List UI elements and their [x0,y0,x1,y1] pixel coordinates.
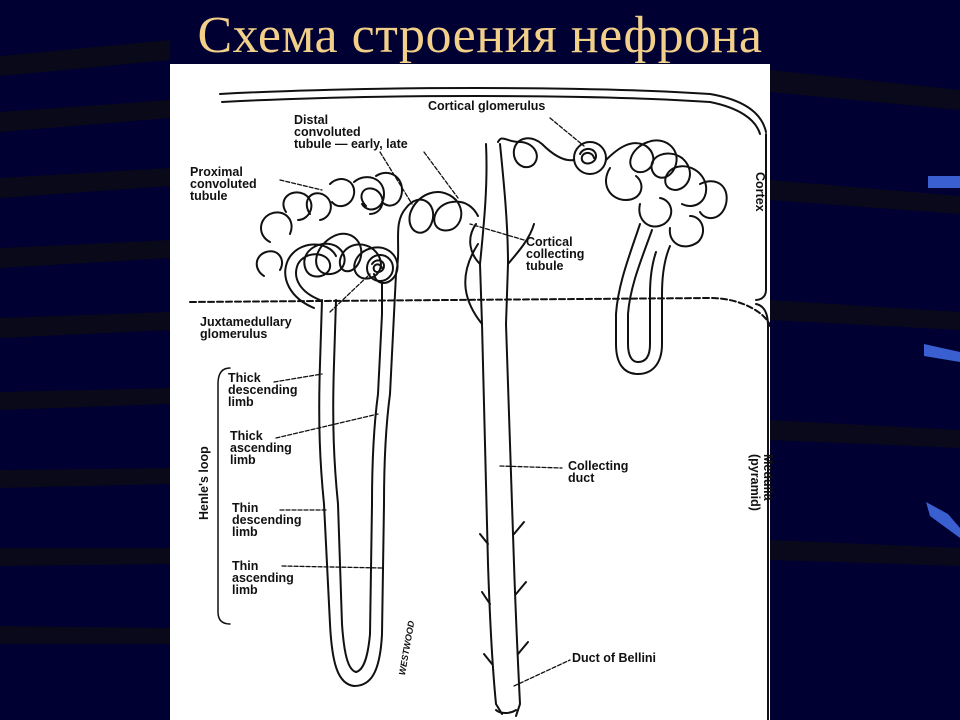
right-proximal-tubule [606,140,706,206]
label-distal-convoluted-tubule: Distal convoluted tubule — early, late [294,113,408,151]
label-collecting-duct: Collecting duct [568,459,629,485]
label-duct-of-bellini: Duct of Bellini [572,651,657,665]
right-distal-tubule [498,138,574,167]
label-cortical-glomerulus: Cortical glomerulus [428,99,546,113]
collecting-duct-right-wall [500,144,520,716]
label-thick-ascending-limb: Thick ascending limb [230,429,292,467]
slide-title: Схема строения нефрона [197,7,763,64]
henle-loop-ascending-inner [356,282,382,672]
proximal-loops-left [257,192,312,276]
leader-cortical-glomerulus [550,118,584,146]
label-juxtamedullary-glomerulus: Juxtamedullary glomerulus [200,315,292,341]
right-henle-ascending-outer [638,246,670,374]
leader-cortical-collecting [470,224,524,240]
henle-loop-ascending-outer [354,274,396,686]
label-cortex: Cortex [753,172,767,212]
cortex-bracket [756,134,766,300]
label-thin-descending-limb: Thin descending limb [232,501,302,539]
artist-signature: WESTWOOD [396,620,417,676]
label-proximal-convoluted-tubule: Proximal convoluted tubule [190,165,257,203]
label-cortical-collecting-tubule: Cortical collecting tubule [526,235,585,273]
distal-tubule-left [396,192,478,274]
leader-juxtamedullary [330,274,370,312]
leader-duct-of-bellini [514,660,570,686]
label-thin-ascending-limb: Thin ascending limb [232,559,294,597]
juxtamedullary-glomerulus-coil [372,260,384,272]
leader-collecting-duct [500,466,562,468]
leader-thin-ascending [282,566,382,568]
collecting-duct-left-wall [480,144,502,714]
right-henle-ascending-inner [638,252,656,362]
cortical-glomerulus-coil [580,149,596,164]
leader-proximal [280,180,322,190]
right-proximal-outer [606,168,727,246]
label-thick-descending-limb: Thick descending limb [228,371,298,409]
cortical-glomerulus [574,142,606,174]
henle-loop-descending-inner [333,300,356,672]
label-henles-loop: Henle's loop [197,446,211,520]
collecting-duct-side-branches [480,522,528,664]
nephron-diagram [170,64,775,720]
label-medulla: Medulla — (pyramid) [748,454,775,517]
